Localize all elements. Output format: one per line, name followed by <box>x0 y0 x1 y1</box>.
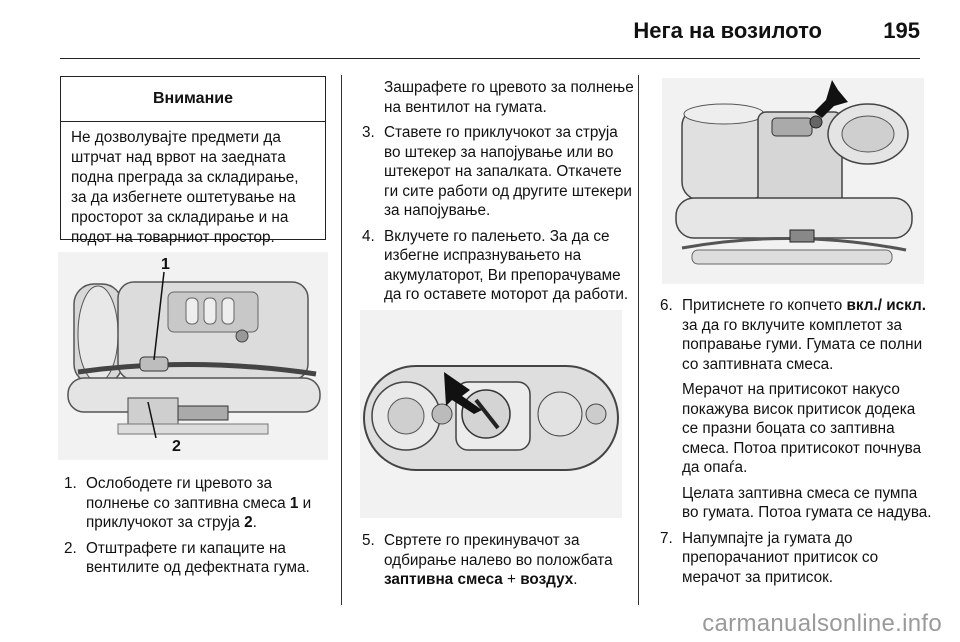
step-text: Отштрафете ги капаците на вентилите од дефектната гума. <box>86 539 310 576</box>
step-text: . <box>573 571 578 588</box>
callout-1: 1 <box>161 256 170 273</box>
step-text: Ослободете ги цревото за полнење со заптивна смеса <box>86 475 290 512</box>
step-text: . <box>252 514 257 531</box>
step-bold: вкл./ искл. <box>846 297 926 314</box>
column-divider-2 <box>638 75 639 605</box>
column-2-steps <box>362 78 634 311</box>
step-text: Напумпајте ја гумата до препорачаниот притисок со мерачот за притисок. <box>682 529 879 586</box>
column-divider-1 <box>341 75 342 605</box>
step-text: Ставете го приклучокот за струја во штекер за напојување или во штекерот на запалката. Откачете ги сите работи од другите штекери за напојување. <box>384 124 632 219</box>
step-5 <box>362 531 634 590</box>
step-number: 7. <box>660 529 673 547</box>
step-bold: заптивна смеса <box>384 571 503 588</box>
figure-on-off-button <box>662 78 924 284</box>
figure-compressor-hoses <box>58 252 328 460</box>
warning-box <box>60 76 326 246</box>
figure-selector-switch <box>360 310 622 518</box>
paragraph-pressure: Мерачот на притисокот накусо покажува висок притисок додека се празни боцата со заптивна смеса. Потоа притисокот почнува да опаѓа. <box>682 381 922 476</box>
step-2 <box>64 539 336 578</box>
column-2-step-5 <box>362 531 634 596</box>
page-number: 195 <box>883 18 920 43</box>
header-title: Нега на возилото <box>633 18 822 43</box>
column-1-steps <box>64 474 336 584</box>
paragraph-sealant: Целата заптивна смеса се пумпа во гумата. Потоа гумата се надува. <box>682 484 932 521</box>
step-3 <box>362 123 634 221</box>
step-bold: 1 <box>289 494 299 512</box>
step-number: 4. <box>362 227 375 245</box>
step-text: Вклучете го палењето. За да се избегне испразнувањето на акумулаторот, Ви препорачуваме да го оставете моторот да работи. <box>384 227 629 303</box>
page-header <box>60 0 920 62</box>
step-text: Притиснете го копчето <box>682 297 847 314</box>
step-7 <box>660 529 932 588</box>
warning-body: Не дозволувајте предмети да штрчат над врвот на заедната подна преграда за складирање, за да избегнете оштетување на просторот за складирање и на подот на товарниот простор. <box>71 129 299 246</box>
step-bold: воздух <box>520 571 574 588</box>
step-number: 2. <box>64 539 77 557</box>
step-1 <box>64 474 336 533</box>
callout-2: 2 <box>172 438 181 455</box>
step-text: и приклучокот за струја <box>86 494 312 531</box>
step-text: + <box>502 571 521 588</box>
step-text: Свртете го прекинувачот за одбирање налево во положбата <box>384 532 613 569</box>
step-number: 1. <box>64 475 77 492</box>
warning-title: Внимание <box>61 77 325 122</box>
step-number: 6. <box>660 297 673 314</box>
step-text: за да го вклучите комплетот за поправање гуми. Гумата се полни со заптивната смеса. <box>682 316 923 373</box>
header-rule <box>60 58 920 59</box>
step-bold: 2 <box>244 514 253 531</box>
continuation-text: Зашрафете го цревото за полнење на вентилот на гумата. <box>384 79 634 116</box>
step-number: 5. <box>362 532 375 549</box>
column-3-steps <box>660 296 932 593</box>
step-4 <box>362 227 634 305</box>
step-number: 3. <box>362 124 375 141</box>
step-6 <box>660 296 932 374</box>
watermark: carmanualsonline.info <box>702 610 942 637</box>
